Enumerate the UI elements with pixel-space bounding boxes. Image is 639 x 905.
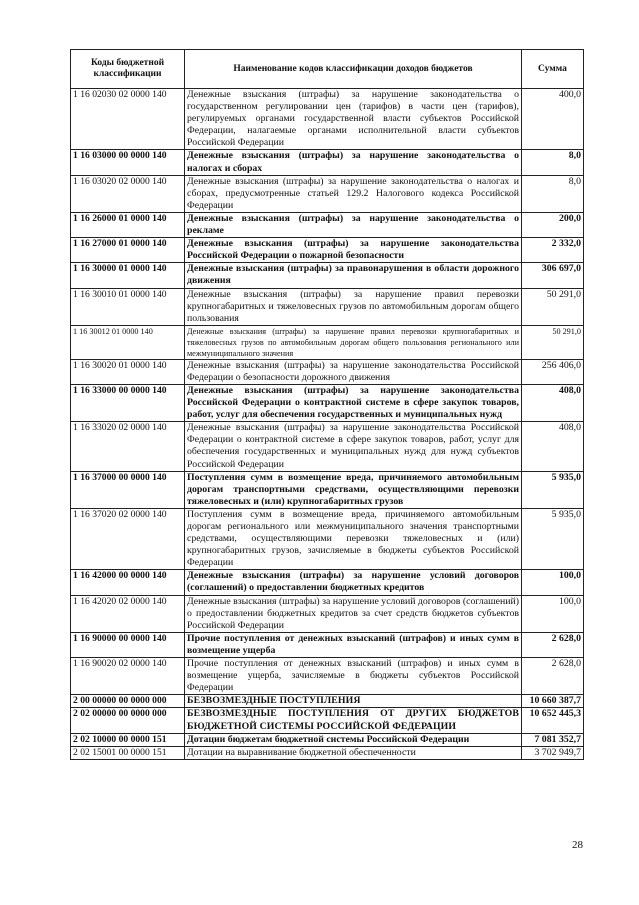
- row-sum: 8,0: [522, 150, 584, 175]
- table-row: [71, 708, 584, 733]
- row-name: Денежные взыскания (штрафы) за нарушение законодательства Российской Федерации о безопасности дорожного движения: [185, 359, 522, 384]
- row-sum: 50 291,0: [522, 288, 584, 325]
- row-code: 1 16 33000 00 0000 140: [71, 384, 185, 421]
- row-name: Денежные взыскания (штрафы) за нарушение законодательства Российской Федерации о пожарной безопасности: [185, 238, 522, 263]
- row-sum: 200,0: [522, 212, 584, 237]
- row-sum: 5 935,0: [522, 471, 584, 508]
- table-row: [71, 695, 584, 708]
- table-row: [71, 733, 584, 746]
- table-row: [71, 471, 584, 508]
- row-name: Денежные взыскания (штрафы) за нарушение правил перевозки крупногабаритных и тяжеловесных грузов по автомобильным дорогам общего пользования регионального или межмуниципального значения: [185, 325, 522, 359]
- row-name: Денежные взыскания (штрафы) за нарушение законодательства о налогах и сборах, предусмотренные статьей 129.2 Налогового кодекса Российской Федерации: [185, 175, 522, 212]
- header-sum: Сумма: [522, 50, 584, 89]
- table-row: [71, 238, 584, 263]
- row-name: Поступления сумм в возмещение вреда, причиняемого автомобильным дорогам транспортными средствами, осуществляющими перевозки тяжеловесных и (или) крупногабаритных грузов: [185, 471, 522, 508]
- row-sum: 5 935,0: [522, 508, 584, 569]
- table-row: [71, 325, 584, 359]
- row-code: 1 16 27000 01 0000 140: [71, 238, 185, 263]
- row-sum: 256 406,0: [522, 359, 584, 384]
- table-row: [71, 384, 584, 421]
- header-name: Наименование кодов классификации доходов бюджетов: [185, 50, 522, 89]
- row-code: 1 16 26000 01 0000 140: [71, 212, 185, 237]
- row-name: Денежные взыскания (штрафы) за нарушение законодательства Российской Федерации о контрактной системе в сфере закупок товаров, работ, услуг для обеспечения государственных и муниципальных нужд для нужд субъектов Российской Федерации: [185, 422, 522, 471]
- row-sum: 306 697,0: [522, 263, 584, 288]
- row-code: 1 16 30020 01 0000 140: [71, 359, 185, 384]
- row-code: 1 16 42020 02 0000 140: [71, 595, 185, 632]
- table-row: [71, 212, 584, 237]
- table-row: [71, 89, 584, 150]
- row-sum: 10 652 445,3: [522, 708, 584, 733]
- table-row: [71, 658, 584, 695]
- row-code: 1 16 03020 02 0000 140: [71, 175, 185, 212]
- row-name: Прочие поступления от денежных взысканий (штрафов) и иных сумм в возмещение ущерба, зачисляемые в бюджеты субъектов Российской Федерации: [185, 658, 522, 695]
- table-row: [71, 746, 584, 759]
- row-code: 2 00 00000 00 0000 000: [71, 695, 185, 708]
- budget-revenue-table: [70, 49, 584, 760]
- row-code: 1 16 30012 01 0000 140: [71, 325, 185, 359]
- row-sum: 408,0: [522, 384, 584, 421]
- row-code: 1 16 90020 02 0000 140: [71, 658, 185, 695]
- page-number: 28: [572, 839, 583, 851]
- row-code: 2 02 00000 00 0000 000: [71, 708, 185, 733]
- row-sum: 2 332,0: [522, 238, 584, 263]
- table-row: [71, 632, 584, 657]
- row-name: Денежные взыскания (штрафы) за нарушение законодательства о рекламе: [185, 212, 522, 237]
- row-name: Дотации бюджетам бюджетной системы Российской Федерации: [185, 733, 522, 746]
- table-row: [71, 150, 584, 175]
- row-sum: 400,0: [522, 89, 584, 150]
- row-sum: 50 291,0: [522, 325, 584, 359]
- row-sum: 100,0: [522, 570, 584, 595]
- row-name: Денежные взыскания (штрафы) за нарушение законодательства о налогах и сборах: [185, 150, 522, 175]
- row-code: 1 16 30000 01 0000 140: [71, 263, 185, 288]
- row-sum: 2 628,0: [522, 632, 584, 657]
- row-sum: 408,0: [522, 422, 584, 471]
- table-row: [71, 508, 584, 569]
- table-row: [71, 570, 584, 595]
- row-name: Денежные взыскания (штрафы) за нарушение правил перевозки крупногабаритных и тяжеловесных грузов по автомобильным дорогам общего пользования: [185, 288, 522, 325]
- row-sum: 10 660 387,7: [522, 695, 584, 708]
- row-name: Денежные взыскания (штрафы) за нарушение законодательства Российской Федерации о контрактной системе в сфере закупок товаров, работ, услуг для обеспечения государственных и муниципальных нужд: [185, 384, 522, 421]
- row-code: 1 16 30010 01 0000 140: [71, 288, 185, 325]
- table-row: [71, 595, 584, 632]
- row-code: 1 16 37020 02 0000 140: [71, 508, 185, 569]
- row-name: БЕЗВОЗМЕЗДНЫЕ ПОСТУПЛЕНИЯ: [185, 695, 522, 708]
- row-code: 1 16 33020 02 0000 140: [71, 422, 185, 471]
- table-row: [71, 359, 584, 384]
- table-row: [71, 422, 584, 471]
- table-row: [71, 288, 584, 325]
- row-name: Денежные взыскания (штрафы) за нарушение условий договоров (соглашений) о предоставлении бюджетных кредитов: [185, 570, 522, 595]
- row-code: 1 16 03000 00 0000 140: [71, 150, 185, 175]
- row-code: 2 02 15001 00 0000 151: [71, 746, 185, 759]
- row-code: 2 02 10000 00 0000 151: [71, 733, 185, 746]
- row-sum: 100,0: [522, 595, 584, 632]
- table-header-row: [71, 50, 584, 89]
- row-name: Денежные взыскания (штрафы) за нарушение условий договоров (соглашений) о предоставлении бюджетных кредитов за счет средств бюджетов субъектов Российской Федерации: [185, 595, 522, 632]
- row-name: БЕЗВОЗМЕЗДНЫЕ ПОСТУПЛЕНИЯ ОТ ДРУГИХ БЮДЖЕТОВ БЮДЖЕТНОЙ СИСТЕМЫ РОССИЙСКОЙ ФЕДЕРАЦИИ: [185, 708, 522, 733]
- row-name: Денежные взыскания (штрафы) за нарушение законодательства о государственном регулировании цен (тарифов) в части цен (тарифов), регулируемых органами государственной власти субъектов Российской Федерации, налагаемые органами исполнительной власти субъектов Российской Федерации: [185, 89, 522, 150]
- row-name: Дотации на выравнивание бюджетной обеспеченности: [185, 746, 522, 759]
- row-name: Денежные взыскания (штрафы) за правонарушения в области дорожного движения: [185, 263, 522, 288]
- row-sum: 8,0: [522, 175, 584, 212]
- row-sum: 2 628,0: [522, 658, 584, 695]
- row-code: 1 16 42000 00 0000 140: [71, 570, 185, 595]
- header-codes: Коды бюджетной классификации: [71, 50, 185, 89]
- row-code: 1 16 90000 00 0000 140: [71, 632, 185, 657]
- row-code: 1 16 37000 00 0000 140: [71, 471, 185, 508]
- table-row: [71, 175, 584, 212]
- row-sum: 7 081 352,7: [522, 733, 584, 746]
- row-name: Поступления сумм в возмещение вреда, причиняемого автомобильным дорогам регионального или межмуниципального значения транспортными средствами, осуществляющими перевозки тяжеловесных и (или) крупногабаритных грузов, зачисляемые в бюджеты субъектов Российской Федерации: [185, 508, 522, 569]
- row-name: Прочие поступления от денежных взысканий (штрафов) и иных сумм в возмещение ущерба: [185, 632, 522, 657]
- table-row: [71, 263, 584, 288]
- row-code: 1 16 02030 02 0000 140: [71, 89, 185, 150]
- row-sum: 3 702 949,7: [522, 746, 584, 759]
